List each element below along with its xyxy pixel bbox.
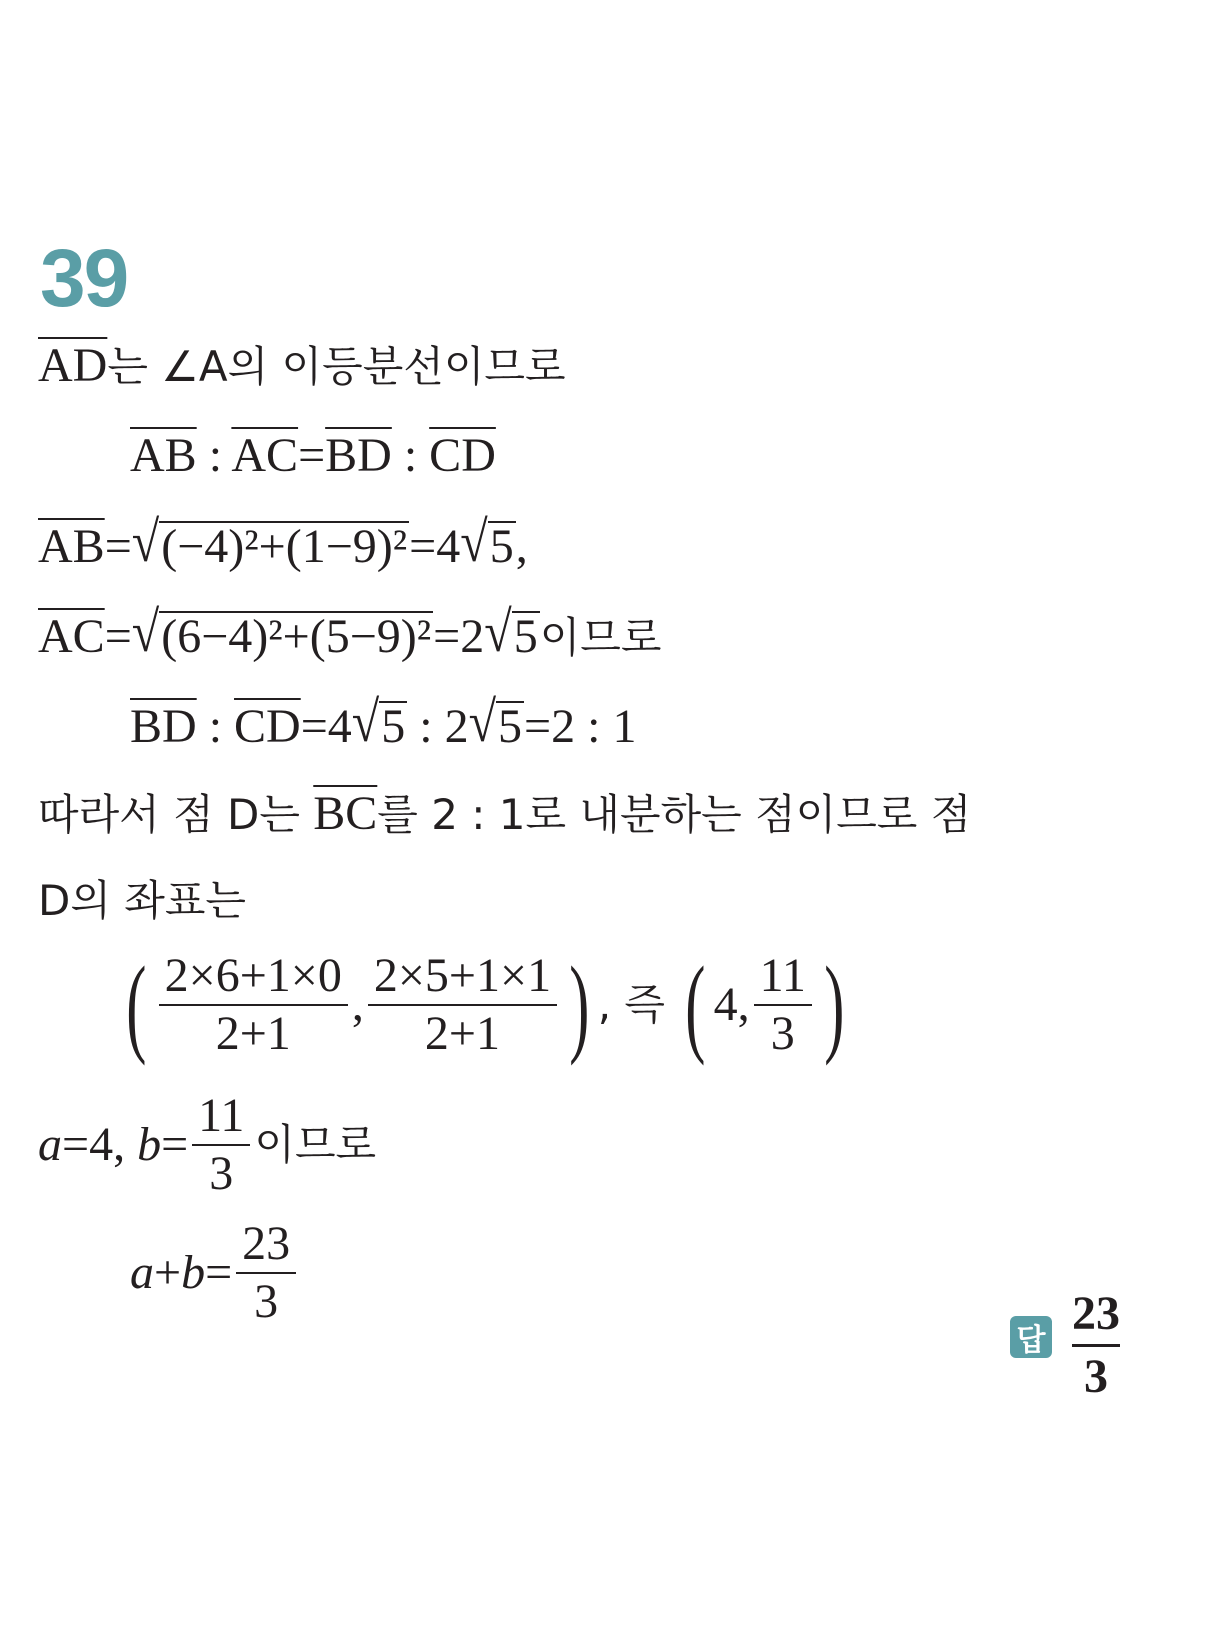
line-6 bbox=[38, 787, 972, 840]
sqrt bbox=[351, 689, 407, 754]
line-3 bbox=[38, 509, 528, 574]
radical-sign: √ bbox=[131, 599, 160, 664]
var-a: a bbox=[38, 1118, 62, 1171]
radical-sign: √ bbox=[351, 689, 380, 754]
x-coordinate: 4, bbox=[713, 978, 750, 1031]
segment-ab: $\overline{AB}$ bbox=[130, 429, 197, 482]
sqrt bbox=[131, 599, 433, 664]
segment-cd: $\overline{CD}$ bbox=[429, 429, 496, 482]
sqrt bbox=[468, 689, 524, 754]
fraction-y bbox=[368, 949, 557, 1060]
radicand: 5 bbox=[498, 700, 523, 753]
fraction-denominator: 3 bbox=[770, 1007, 795, 1060]
sqrt bbox=[460, 509, 515, 574]
equals: = bbox=[104, 610, 132, 663]
line-8 bbox=[118, 944, 853, 1066]
line-10 bbox=[130, 1217, 300, 1328]
left-paren: ( bbox=[685, 944, 706, 1066]
line-1-text: 는 ∠A의 이등분선이므로 bbox=[107, 342, 566, 391]
line-1 bbox=[38, 339, 566, 392]
fraction-x bbox=[159, 949, 348, 1060]
radicand: 5 bbox=[381, 700, 406, 753]
answer-badge: 답 bbox=[1010, 1316, 1052, 1358]
line-4 bbox=[38, 599, 662, 664]
segment-bd: $\overline{BD}$ bbox=[130, 700, 197, 753]
fraction-numerator: 11 bbox=[198, 1089, 245, 1142]
answer-denominator: 3 bbox=[1084, 1350, 1108, 1403]
line-7-text: D의 좌표는 bbox=[38, 876, 246, 925]
tail: , bbox=[515, 520, 528, 573]
equals: = bbox=[205, 1246, 233, 1299]
problem-number: 39 bbox=[40, 233, 128, 324]
line-8-text: , 즉 bbox=[597, 980, 665, 1029]
rhs-prefix: =2 bbox=[433, 610, 485, 663]
segment-ac: $\overline{AC}$ bbox=[231, 429, 299, 482]
equals: = bbox=[298, 429, 326, 482]
eq-part: =4 bbox=[300, 700, 352, 753]
radical-sign: √ bbox=[460, 509, 488, 574]
equals: = bbox=[104, 520, 132, 573]
line-9 bbox=[38, 1089, 377, 1200]
answer-fraction bbox=[1072, 1287, 1120, 1403]
tail-text: 이므로 bbox=[539, 613, 662, 662]
right-paren: ) bbox=[824, 944, 845, 1066]
segment-ac: $\overline{AC}$ bbox=[38, 610, 105, 663]
fraction-numerator: 2×5+1×1 bbox=[373, 949, 552, 1002]
fraction-denominator: 2+1 bbox=[424, 1007, 500, 1060]
answer-bar bbox=[1072, 1344, 1120, 1347]
sqrt bbox=[131, 509, 409, 574]
colon: : bbox=[196, 700, 235, 753]
colon: : bbox=[391, 429, 430, 482]
segment-bc: $\overline{BC}$ bbox=[313, 787, 378, 840]
radicand: (−4)²+(1−9)² bbox=[161, 520, 408, 573]
radicand: 5 bbox=[513, 610, 538, 663]
fraction-numerator: 11 bbox=[759, 949, 806, 1002]
line-6-text-2: 를 2 : 1로 내분하는 점이므로 점 bbox=[377, 790, 972, 839]
sqrt bbox=[484, 599, 539, 664]
radical-sign: √ bbox=[131, 509, 160, 574]
end-part: =2 : 1 bbox=[524, 700, 637, 753]
radicand: (6−4)²+(5−9)² bbox=[161, 610, 432, 663]
segment-ab: $\overline{AB}$ bbox=[38, 520, 105, 573]
fraction-numerator: 2×6+1×0 bbox=[164, 949, 342, 1002]
fraction-sum bbox=[236, 1217, 296, 1328]
segment-ad: $\overline{AD}$ bbox=[38, 339, 108, 392]
right-paren: ) bbox=[569, 944, 590, 1066]
var-a: a bbox=[130, 1246, 154, 1299]
radical-sign: √ bbox=[484, 599, 512, 664]
equals: = bbox=[161, 1118, 189, 1171]
var-b: b bbox=[137, 1118, 162, 1171]
line-6-text-1: 따라서 점 D는 bbox=[38, 790, 314, 839]
line-9-text-1: =4, bbox=[62, 1118, 138, 1171]
radical-sign: √ bbox=[468, 689, 497, 754]
fraction-denominator: 2+1 bbox=[215, 1007, 291, 1060]
fraction-result bbox=[754, 949, 812, 1060]
comma: , bbox=[351, 978, 364, 1031]
line-9-text-2: 이므로 bbox=[254, 1120, 377, 1169]
left-paren: ( bbox=[126, 944, 147, 1066]
plus: + bbox=[154, 1246, 182, 1299]
segment-cd: $\overline{CD}$ bbox=[234, 700, 301, 753]
colon: : bbox=[196, 429, 232, 482]
var-b: b bbox=[181, 1246, 206, 1299]
fraction-denominator: 3 bbox=[254, 1275, 279, 1328]
fraction-numerator: 23 bbox=[242, 1217, 291, 1270]
line-7 bbox=[38, 876, 246, 924]
mid-part: : 2 bbox=[407, 700, 469, 753]
line-5 bbox=[130, 689, 637, 754]
radicand: 5 bbox=[489, 520, 514, 573]
answer-numerator: 23 bbox=[1072, 1287, 1120, 1340]
line-2 bbox=[130, 429, 496, 482]
segment-bd: $\overline{BD}$ bbox=[325, 429, 392, 482]
rhs-prefix: =4 bbox=[409, 520, 461, 573]
fraction-denominator: 3 bbox=[209, 1147, 234, 1200]
fraction-b bbox=[192, 1089, 250, 1200]
